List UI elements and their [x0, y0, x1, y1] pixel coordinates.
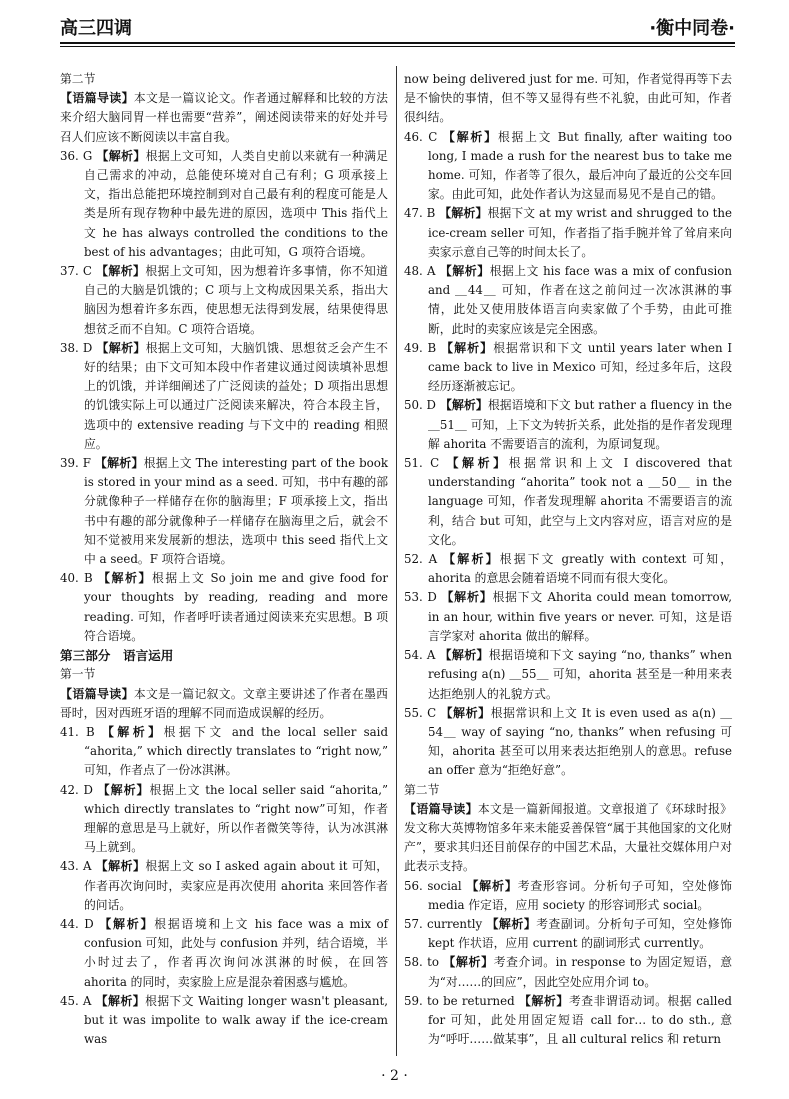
answer-number: 52. A [404, 552, 438, 567]
answer-number: 55. C [404, 705, 437, 720]
guide-tag: 【语篇导读】 [404, 801, 478, 816]
answer-item [404, 396, 732, 454]
analysis-text: 考查介词。in response to 为固定短语，意为“对……的回应”，因此空处应用介词 to。 [428, 955, 732, 989]
guide-tag: 【语篇导读】 [60, 91, 134, 106]
header-rule [60, 42, 735, 44]
analysis-text: 考查副词。分析句子可知，空处修饰 kept 作状语，应用 current 的副词形式 currently。 [428, 916, 732, 951]
guide-text: 本文是一篇议论文。作者通过解释和比较的方法来介绍大脑同胃一样也需要“营养”，阐述阅读带来的好处并号召人们应该不断阅读以丰富自我。 [60, 91, 388, 144]
answer-number: 44. D [60, 916, 94, 931]
answer-number: 39. F [60, 456, 91, 471]
answer-number: 45. A [60, 993, 92, 1008]
answer-number: 47. B [404, 206, 436, 221]
answer-item [404, 588, 732, 646]
page-header [60, 8, 735, 42]
page-number: · 2 · [381, 1068, 408, 1084]
analysis-text: 根据上文 his face was a mix of confusion and ＿44＿ 可知，作者在这之前问过一次冰淇淋的事情，此处又使用肢体语言向卖家做了个手势，由此可推断，此时的卖家应该是完全困惑。 [428, 264, 733, 336]
answer-number: 41. B [60, 724, 95, 739]
guide-text: 本文是一篇记叙文。文章主要讲述了作者在墨西哥时，因对西班牙语的理解不同而造成误解的经历。 [60, 686, 388, 720]
guide-text: 本文是一篇新闻报道。文章报道了《环球时报》发文称大英博物馆多年来未能妥善保管“属于其他国家的文化财产”，要求其归还目前保存的中国艺术品，大量社交媒体用户对此表示支持。 [404, 801, 732, 874]
analysis-text: 根据语境和下文 saying “no, thanks” when refusing a(n) ＿55＿ 可知，ahorita 甚至是一种用来表达拒绝别人的礼貌方式。 [428, 648, 733, 701]
analysis-text: 根据常识和下文 until years later when I came back to live in Mexico 可知，经过多年后，这段经历逐渐被忘记。 [428, 340, 732, 394]
analysis-text: 根据下文 and the local seller said “ahorita,” which directly translates to “right now,” 可知，作者点了一份冰淇淋。 [84, 724, 389, 778]
answer-item [404, 877, 732, 915]
answer-item [404, 992, 732, 1050]
analysis-text: 考查形容词。分析句子可知，空处修饰 media 作定语，应用 society 的形容词形式 social。 [428, 878, 732, 912]
answer-item [60, 339, 388, 454]
section-label: 第一节 [60, 667, 96, 682]
analysis-tag: 【解析】 [443, 552, 500, 567]
analysis-tag: 【解析】 [439, 206, 488, 221]
answer-number: 53. D [404, 590, 437, 605]
answer-number: 57. currently [404, 916, 483, 931]
header-brand: ·衡中同卷· [649, 18, 735, 39]
analysis-text: 根据上文可知，大脑饥饿、思想贫乏会产生不好的结果；由下文可知本段中作者建议通过阅读填补思想上的饥饿，并详细阐述了广泛阅读的益处；D 项指出思想的饥饿实际上可以通过广泛阅读来解决，符合本段主旨，选项中的 extensive reading 与下文中的 reading 相照应。 [84, 340, 388, 451]
answer-number: 43. A [60, 859, 92, 874]
analysis-tag: 【解析】 [518, 993, 569, 1008]
analysis-text: 根据上文可知，因为想着许多事情，你不知道自己的大脑是饥饿的；C 项与上文构成因果关系，指出大脑因为想着许多东西，使思想无法得到发展，结果使得思想贫乏而不自知。C 项符合语境。 [84, 264, 388, 336]
analysis-text: 根据语境和下文 but rather a fluency in the ＿51＿ 可知，上下文为转折关系，此处指的是作者发现理解 ahorita 不需要语言的流利，为原词复现。 [428, 398, 733, 451]
header-rule-thin [60, 46, 735, 47]
answer-number: 40. B [60, 571, 93, 586]
analysis-tag: 【解析】 [439, 264, 490, 279]
answer-number: 50. D [404, 398, 437, 413]
analysis-tag: 【解析】 [441, 590, 493, 605]
answer-item [404, 454, 732, 550]
analysis-text: 根据常识和上文 I discovered that understanding “ahorita” took not a ＿50＿ in the language 可知，作者发现理解 ahorita 不需要语言的流利，结合 but 可知，此空与上文内容对应，语言对应的是文化。 [428, 456, 732, 547]
analysis-text: 根据常识和上文 It is even used as a(n) ＿54＿ way of saying “no, thanks” when refusing 可知，ahorita 甚至可以用来表达拒绝别人的意思。refuse an offer 意为“拒绝好意”。 [428, 705, 733, 778]
analysis-tag: 【解析】 [96, 148, 146, 163]
analysis-tag: 【解析】 [101, 724, 164, 739]
answer-number: 37. C [60, 264, 92, 279]
analysis-tag: 【解析】 [97, 782, 150, 797]
answer-item [60, 723, 388, 781]
analysis-text: 根据下文 Ahorita could mean tomorrow, in an hour, within five years or never. 可知，这是语言学家对 ahorita 做出的解释。 [428, 590, 732, 643]
answer-item [60, 147, 388, 262]
analysis-tag: 【解析】 [442, 129, 498, 144]
analysis-tag: 【解析】 [466, 878, 518, 893]
analysis-text: 根据上文 But finally, after waiting too long, I made a rush for the nearest bus to take me home. 可知，作者等了很久，最后冲向了最近的公交车回家。由此可知，此处作者认为这显而易见不是自己的错。 [428, 129, 732, 202]
analysis-tag: 【解析】 [96, 340, 146, 355]
answer-number: 48. A [404, 264, 436, 279]
analysis-text: 考查非谓语动词。根据 called for 可知，此处用固定短语 call for… to do sth., 意为“呼吁……做某事”，且 all cultural relics 和 return [428, 993, 732, 1047]
answer-item [404, 339, 732, 397]
answer-item [60, 781, 388, 858]
answer-number: 49. B [404, 340, 437, 355]
left-column [60, 70, 388, 1049]
analysis-tag: 【解析】 [446, 456, 509, 471]
analysis-tag: 【解析】 [99, 916, 155, 931]
answer-number: 38. D [60, 340, 93, 355]
answer-item [404, 262, 732, 339]
analysis-text: 根据下文 at my wrist and shrugged to the ice-cream seller 可知，作者指了指手腕并耸了耸肩来向卖家示意自己等的时间太长了。 [428, 206, 732, 259]
reading-guide [60, 89, 388, 147]
answer-number: 46. C [404, 129, 438, 144]
analysis-text: 根据下文 Waiting longer wasn't pleasant, but it was impolite to walk away if the ice-cream was [84, 993, 389, 1047]
answer-item [404, 704, 732, 781]
header-title: 高三四调 [60, 18, 132, 39]
column-divider [396, 66, 397, 1056]
analysis-text: 根据语境和上文 his face was a mix of confusion 可知，此处与 confusion 并列，结合语境，半小时过去了，作者再次询问冰淇淋的时候，在回答 ahorita 的同时，卖家脸上应是混杂着困惑与尴尬。 [84, 916, 388, 989]
answer-item [60, 857, 388, 915]
analysis-tag: 【解析】 [439, 398, 488, 413]
answer-item [404, 646, 732, 704]
answer-item [60, 262, 388, 339]
answer-number: 36. G [60, 148, 93, 163]
answer-item [404, 915, 732, 953]
analysis-text: 根据上文 so I asked again about it 可知，作者再次询问时，卖家应是再次使用 ahorita 来回答作者的问话。 [84, 859, 388, 912]
answer-item [404, 204, 732, 262]
analysis-tag: 【解析】 [439, 648, 489, 663]
analysis-text: 根据上文 the local seller said “ahorita,” which directly translates to “right now”可知，作者理解的意思是马上就好，所以作者微笑等待，认为冰淇淋马上就到。 [84, 782, 389, 855]
right-column [404, 70, 732, 1049]
section-label: 第二节 [60, 72, 96, 86]
part-heading: 第三部分 语言运用 [60, 648, 174, 664]
analysis-text: 根据下文 greatly with context 可知，ahorita 的意思会随着语境不同而有很大变化。 [428, 552, 733, 586]
analysis-tag: 【解析】 [486, 916, 537, 931]
analysis-tag: 【解析】 [443, 955, 494, 970]
analysis-tag: 【解析】 [96, 264, 146, 279]
answer-number: 54. A [404, 648, 436, 663]
continued-text: now being delivered just for me. 可知，作者觉得再等下去是不愉快的事情，但不等又显得有些不礼貌，由此可知，作者很纠结。 [404, 72, 732, 125]
section-label: 第二节 [404, 782, 440, 797]
answer-number: 59. to be returned [404, 993, 515, 1008]
analysis-text: 根据上文 The interesting part of the book is stored in your mind as a seed. 可知，书中有趣的部分就像种子一样储存在你的脑海里；F 项承接上文，指出书中有趣的部分就像种子一样储存在脑海里之后，就会不知不觉被用来发展新的想法，选项中 this seed 指代上文中 a seed。F 项符合语境。 [84, 456, 388, 567]
analysis-text: 根据上文 So join me and give food for your thoughts by reading, reading and more reading. 可知，作者呼吁读者通过阅读来充实思想。B 项符合语境。 [84, 571, 388, 643]
answer-item [60, 915, 388, 992]
answer-number: 42. D [60, 782, 93, 797]
answer-item [60, 569, 388, 646]
reading-guide [404, 800, 732, 877]
analysis-tag: 【解析】 [441, 340, 494, 355]
answer-item [60, 454, 388, 569]
answer-number: 51. C [404, 456, 440, 471]
analysis-tag: 【解析】 [440, 705, 491, 720]
analysis-tag: 【解析】 [95, 993, 146, 1008]
answer-item [404, 953, 732, 991]
answer-number: 58. to [404, 955, 439, 970]
analysis-text: 根据上文可知，人类自史前以来就有一种满足自己需求的冲动，总能使环境对自己有利；G 项承接上文，指出总能把环境控制到对自己最有利的程度可能是人类是所有现存物种中最先进的原因，选项中 This 指代上文 he has always controlled the conditions to the best of his advantages；由此可知，G 项符合语境。 [84, 148, 388, 259]
analysis-tag: 【解析】 [97, 571, 153, 586]
guide-tag: 【语篇导读】 [60, 686, 134, 701]
answer-item [404, 128, 732, 205]
answer-item [60, 992, 388, 1050]
analysis-tag: 【解析】 [94, 456, 144, 471]
analysis-tag: 【解析】 [95, 859, 146, 874]
reading-guide [60, 685, 388, 723]
answer-item [404, 550, 732, 588]
answer-number: 56. social [404, 878, 462, 893]
